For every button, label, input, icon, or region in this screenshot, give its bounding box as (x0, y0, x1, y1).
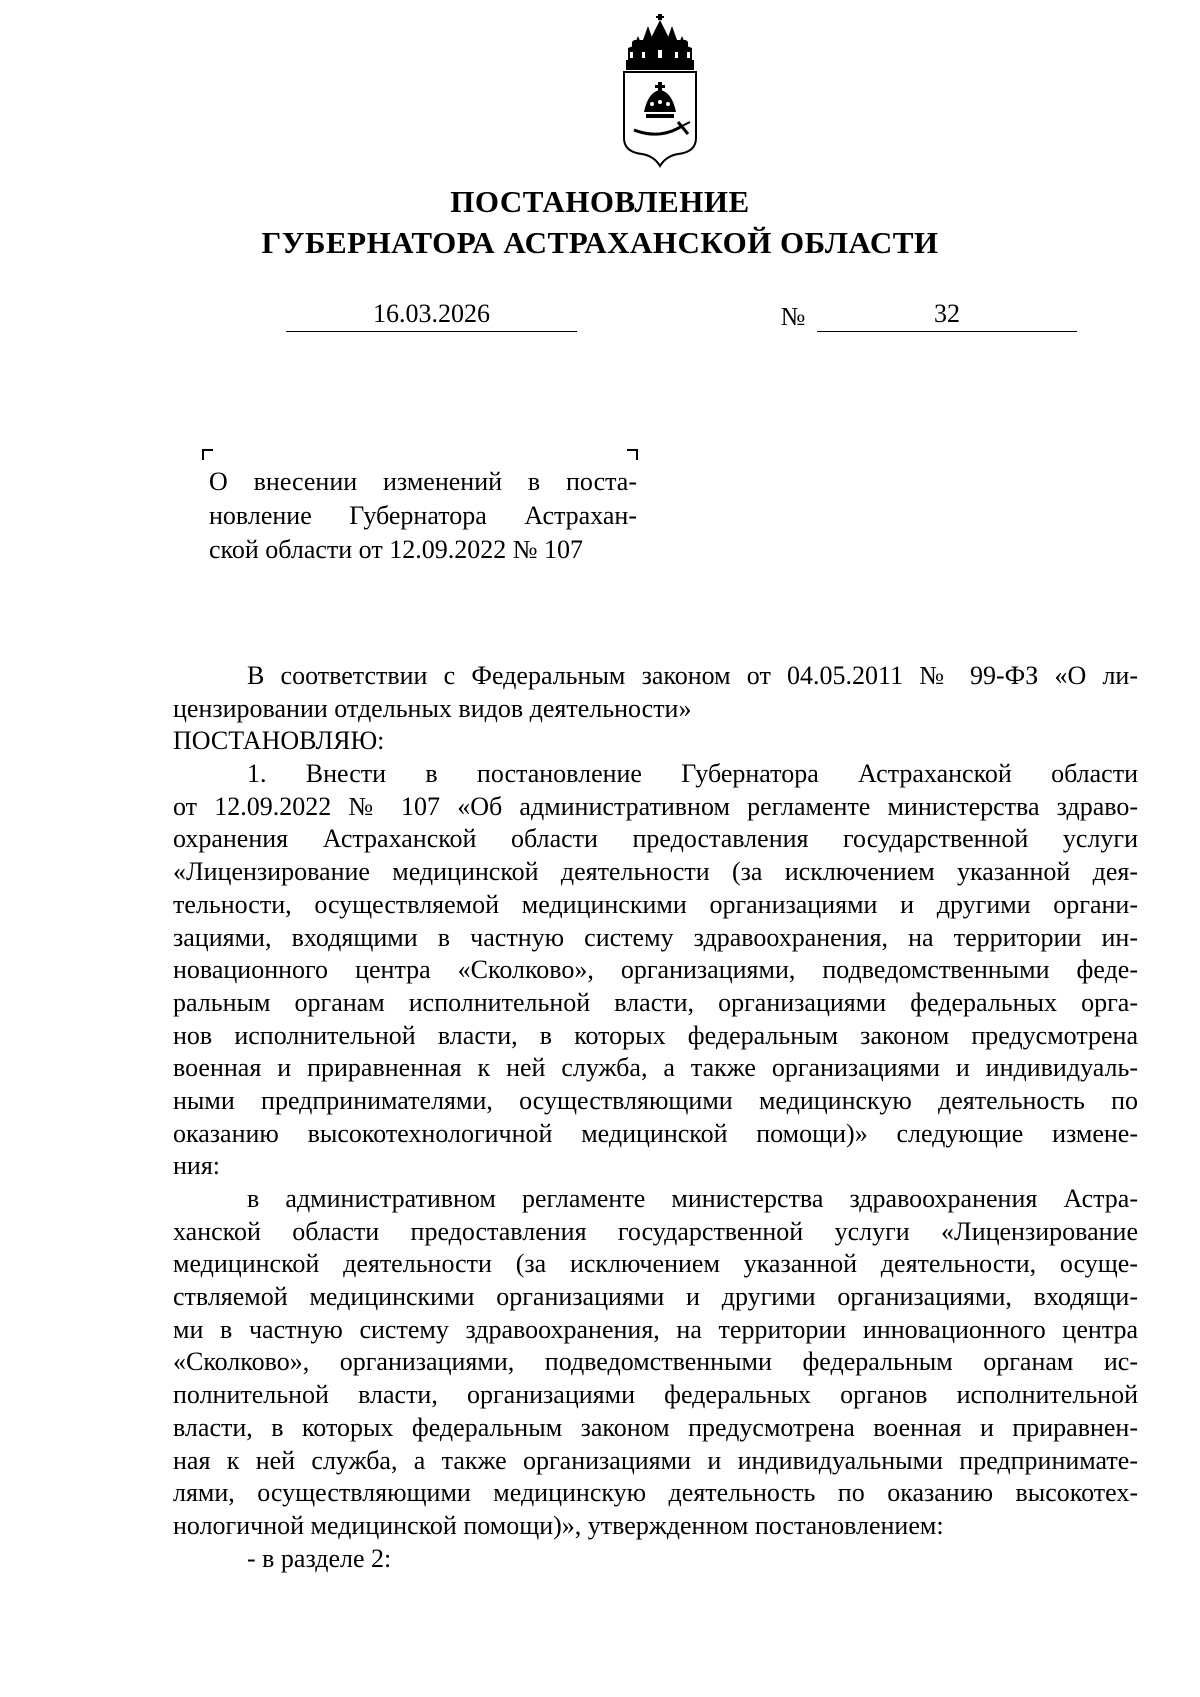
body-line: медицинской деятельности (за исключением указанной деятельности, осуще- (173, 1249, 1138, 1279)
body-line: полнительной власти, организациями федеральных органов исполнительной (173, 1380, 1138, 1410)
subject-corner-right (627, 449, 638, 460)
document-type-title: ПОСТАНОВЛЕНИЕ (450, 184, 750, 219)
document-subject (209, 465, 637, 567)
body-line: ПОСТАНОВЛЯЮ: (173, 726, 385, 756)
body-line: - в разделе 2: (247, 1543, 392, 1573)
number-label: № (780, 302, 806, 331)
document-number: 32 (934, 299, 960, 328)
issuer-title: ГУБЕРНАТОРА АСТРАХАНСКОЙ ОБЛАСТИ (261, 225, 939, 260)
body-line: нологичной медицинской помощи)», утвержденном постановлением: (173, 1510, 944, 1540)
body-line: зациями, входящими в частную систему здравоохранения, на территории ин- (173, 922, 1138, 952)
body-line: ми в частную систему здравоохранения, на территории инновационного центра (173, 1314, 1138, 1344)
document-date: 16.03.2026 (373, 299, 490, 328)
body-line: от 12.09.2022 № 107 «Об административном регламенте министерства здраво- (173, 791, 1138, 821)
body-line: «Лицензирование медицинской деятельности (за исключением указанной дея- (173, 857, 1138, 887)
body-line: 1. Внести в постановление Губернатора Астраханской области (247, 759, 1138, 789)
document-body (173, 660, 1138, 1575)
body-line: нов исполнительной власти, в которых федеральным законом предусмотрена (173, 1020, 1138, 1050)
body-line: «Сколково», организациями, подведомственными федеральным органам ис- (173, 1347, 1138, 1377)
body-line: военная и приравненная к ней служба, а также организациями и индивидуаль- (173, 1053, 1138, 1083)
body-line: охранения Астраханской области предоставления государственной услуги (173, 824, 1138, 854)
subject-line: О внесении изменений в поста- (209, 467, 637, 496)
body-line: ханской области предоставления государственной услуги «Лицензирование (173, 1216, 1138, 1246)
body-line: лями, осуществляющими медицинскую деятельность по оказанию высокотех- (173, 1478, 1138, 1508)
body-line: тельности, осуществляемой медицинскими организациями и другими органи- (173, 889, 1138, 919)
body-line: ными предпринимателями, осуществляющими медицинскую деятельность по (173, 1085, 1138, 1115)
body-line: ствляемой медицинскими организациями и другими организациями, входящи- (173, 1282, 1138, 1312)
body-line: цензировании отдельных видов деятельности» (173, 693, 692, 723)
coat-of-arms-icon (618, 14, 702, 168)
body-line: оказанию высокотехнологичной медицинской помощи)» следующие измене- (173, 1118, 1138, 1148)
body-line: власти, в которых федеральным законом предусмотрена военная и приравнен- (173, 1412, 1138, 1442)
body-line: ральным органам исполнительной власти, организациями федеральных орга- (173, 987, 1138, 1017)
date-underline (286, 331, 577, 332)
body-line: В соответствии с Федеральным законом от 04.05.2011 № 99-ФЗ «О ли- (247, 661, 1138, 690)
subject-line: ской области от 12.09.2022 № 107 (209, 535, 584, 564)
body-line: новационного центра «Сколково», организациями, подведомственными феде- (173, 955, 1138, 985)
subject-corner-left (202, 449, 213, 460)
number-underline (817, 331, 1077, 332)
subject-line: новление Губернатора Астрахан- (209, 501, 637, 530)
body-line: ния: (173, 1151, 221, 1181)
body-line: в административном регламенте министерства здравоохранения Астра- (247, 1184, 1138, 1213)
body-line: ная к ней служба, а также организациями и индивидуальными предпринимате- (173, 1445, 1138, 1475)
